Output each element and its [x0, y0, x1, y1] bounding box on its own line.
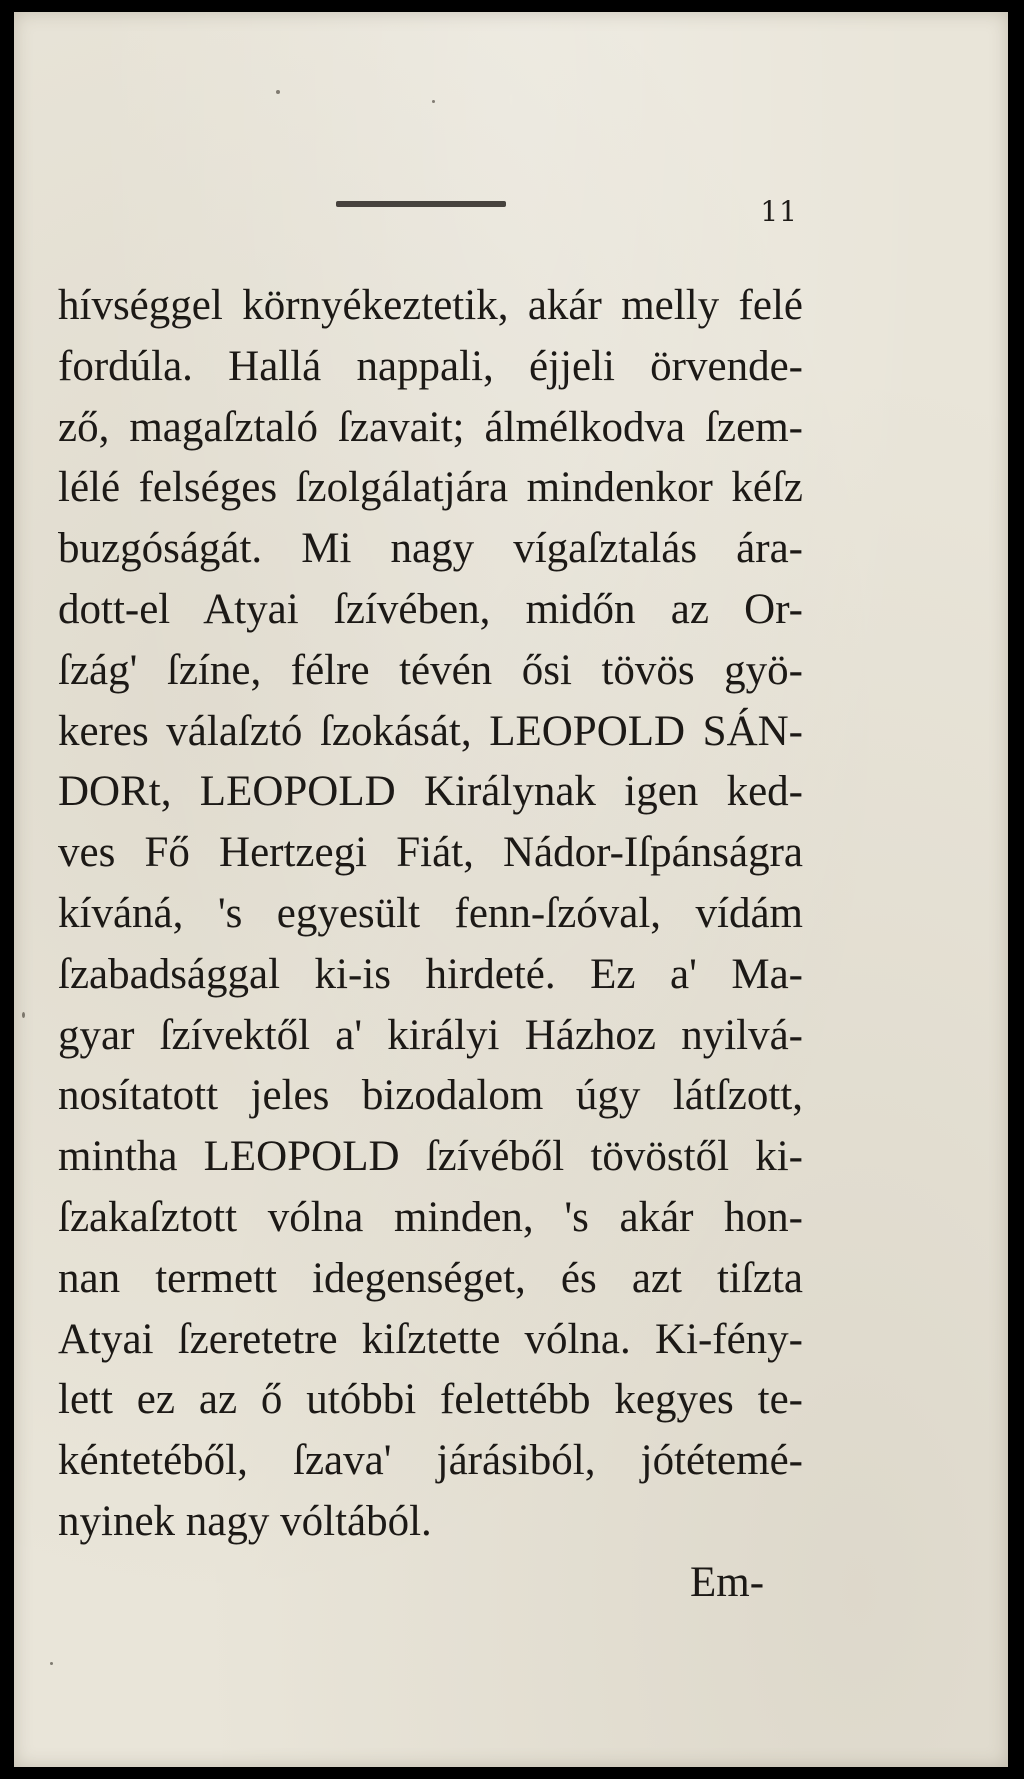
page-number: 11 [760, 195, 798, 228]
paper-speck [50, 1662, 53, 1665]
text-line: fordúla. Hallá nappali, éjjeli örvende- [58, 342, 803, 390]
text-line: nan termett idegenséget, és azt tiſzta [58, 1254, 803, 1302]
text-line: nosítatott jeles bizodalom úgy látſzott, [58, 1072, 803, 1120]
paper-speck [22, 1012, 25, 1018]
text-line: ſzabadsággal ki-is hirdeté. Ez a' Ma- [58, 950, 803, 998]
text-line: nyinek nagy vóltából. [58, 1497, 432, 1545]
text-line: kíváná, 's egyesült fenn-ſzóval, vídám [58, 889, 803, 937]
text-line: keres válaſztó ſzokását, LEOPOLD SÁN- [58, 707, 803, 755]
text-line: mintha LEOPOLD ſzívéből tövöstől ki- [58, 1133, 803, 1181]
text-line: ſzág' ſzíne, félre tévén ősi tövös gyö- [58, 646, 803, 694]
text-line: gyar ſzívektől a' királyi Házhoz nyilvá- [58, 1011, 803, 1059]
text-line: ſzakaſztott vólna minden, 's akár hon- [58, 1193, 803, 1241]
body-text [58, 276, 803, 1553]
text-line: ves Fő Hertzegi Fiát, Nádor-Iſpánságra [58, 829, 803, 877]
text-line: lett ez az ő utóbbi felettébb kegyes te- [58, 1376, 803, 1424]
text-line: Atyai ſzeretetre kiſztette vólna. Ki-fény- [58, 1315, 803, 1363]
text-line: DORt, LEOPOLD Királynak igen ked- [58, 768, 803, 816]
text-line: buzgóságát. Mi nagy vígaſztalás ára- [58, 525, 803, 573]
paper-speck [432, 100, 435, 103]
text-line: hívséggel környékeztetik, akár melly felé [58, 282, 803, 329]
text-line: lélé felséges ſzolgálatjára mindenkor kéſz [58, 464, 803, 512]
text-line: dott-el Atyai ſzívében, midőn az Or- [58, 585, 803, 633]
text-line: kéntetéből, ſzava' járásiból, jótétemé- [58, 1437, 803, 1485]
text-line: ző, magaſztaló ſzavait; álmélkodva ſzem- [58, 403, 803, 451]
header-rule [336, 201, 506, 207]
book-page [14, 12, 1008, 1767]
paper-speck [276, 90, 280, 94]
catchword: Em- [690, 1559, 765, 1606]
